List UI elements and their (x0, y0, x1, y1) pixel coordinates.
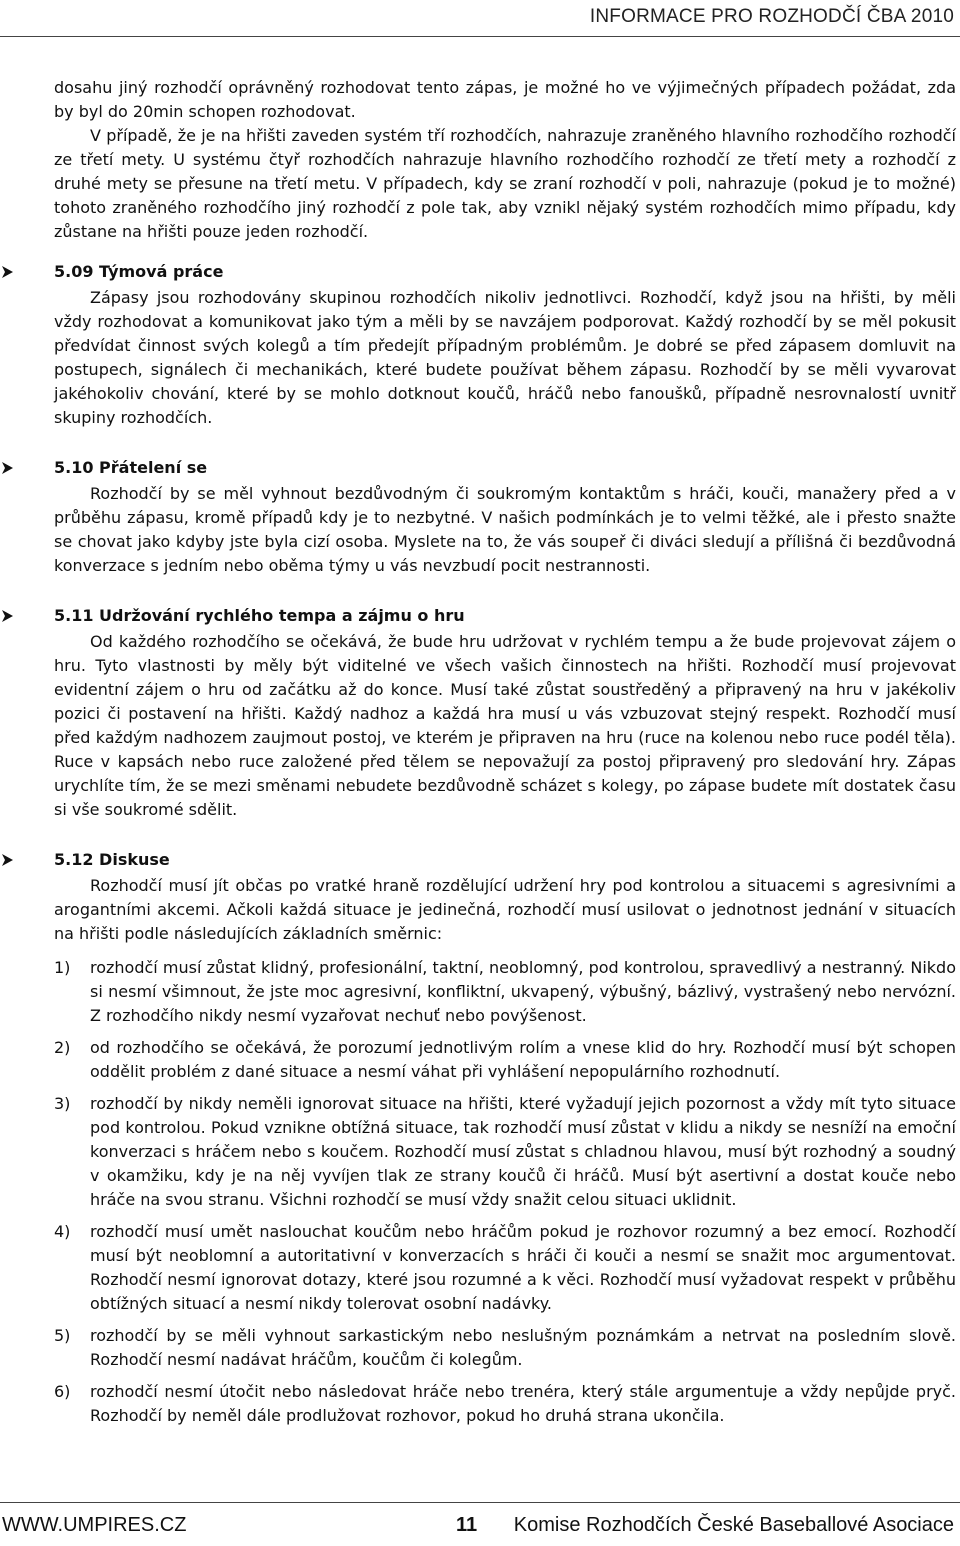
list-text: rozhodčí musí umět naslouchat koučům nebo hráčům pokud je rozhovor rozumný a bez emocí. Rozhodčí musí být neoblomní a autoritativní v konverzacích s hráči či kouči a nesmí se snažit moc argumentovat. Rozhodčí nesmí ignorovat dotazy, které jsou rozumné a k věci. Rozhodčí musí vyžadovat respekt v průběhu obtížných situací a nesmí nikdy tolerovat osobní nadávky. (90, 1222, 956, 1313)
section-heading-text: 5.12 Diskuse (54, 850, 170, 869)
document-body (54, 76, 956, 1436)
section-heading-text: 5.09 Týmová práce (54, 262, 224, 281)
section-heading (54, 848, 956, 872)
intro-paragraph-1: dosahu jiný rozhodčí oprávněný rozhodovat tento zápas, je možné ho ve výjimečných případech požádat, zda by byl do 20min schopen rozhodovat. (54, 78, 956, 121)
footer-organization: Komise Rozhodčích České Baseballové Asociace (513, 1514, 954, 1536)
section-body: Zápasy jsou rozhodovány skupinou rozhodčích nikoliv jednotlivci. Rozhodčí, když jsou na hřišti, by měli vždy rozhodovat a komunikovat jako tým a měli by se navzájem podporovat. Každý rozhodčí by se měl pokusit předvídat činnost svých kolegů a tím předejít případným problémům. Je dobré se před zápasem domluvit na postupech, signálech či mechanikách, které budete používat během zápasu. Rozhodčí by se měli vyvarovat jakéhokoliv chování, které by se mohlo dotknout koučů, hráčů nebo fanoušků, případně nesrovnalostí uvnitř skupiny rozhodčích. (54, 288, 956, 427)
arrow-bullet-icon (0, 260, 22, 279)
list-item (54, 1036, 956, 1084)
list-item (54, 1324, 956, 1372)
arrow-bullet-icon (0, 456, 22, 475)
page-footer (0, 1502, 960, 1546)
section-body: Od každého rozhodčího se očekává, že bude hru udržovat v rychlém tempu a že bude projevovat zájem o hru. Tyto vlastnosti by měly být viditelné ve všech vašich činnostech na hřišti. Rozhodčí musí projevovat evidentní zájem o hru od začátku až do konce. Musí také zůstat soustředěný a připravený na hru v jakékoliv pozici či postavení na hřišti. Každý nadhoz a každá hra musí u vás vzbuzovat stejný respekt. Rozhodčí musí před každým nadhozem zaujmout postoj, ve kterém je připraven na hru (ruce na kolenou nebo ruce podél těla). Ruce v kapsách nebo ruce založené před tělem se nepovažují za postoj připravený pro sledování hry. Zápas urychlíte tím, že se mezi směnami nebudete bezdůvodně scházet s kolegy, po zápase budete mít dostatek času si vše soukromé sdělit. (54, 632, 956, 819)
arrow-bullet-icon (0, 848, 22, 867)
list-item (54, 956, 956, 1028)
list-text: od rozhodčího se očekává, že porozumí jednotlivým rolím a vnese klid do hry. Rozhodčí musí být schopen oddělit problém z dané situace a nesmí váhat při vyhlášení nepopulárního rozhodnutí. (90, 1038, 956, 1081)
list-item (54, 1380, 956, 1428)
header-rule (0, 36, 960, 37)
list-number: 6) (54, 1382, 71, 1401)
footer-website-link[interactable]: WWW.UMPIRES.CZ (2, 1514, 187, 1536)
footer-rule (0, 1502, 960, 1503)
section-heading-text: 5.11 Udržování rychlého tempa a zájmu o hru (54, 606, 465, 625)
guideline-list (54, 956, 956, 1428)
page-header (0, 4, 960, 34)
list-item (54, 1092, 956, 1212)
list-number: 3) (54, 1094, 71, 1113)
list-text: rozhodčí by se měli vyhnout sarkastickým nebo neslušným poznámkám a netrvat na posledním slově. Rozhodčí nesmí nadávat hráčům, koučům či kolegům. (90, 1326, 956, 1369)
section-body: Rozhodčí musí jít občas po vratké hraně rozdělující udržení hry pod kontrolou a situacemi s agresivními a arogantními akcemi. Ačkoli každá situace je jedinečná, rozhodčí musí usilovat o jednotnost jednání v situacích na hřišti podle následujících základních směrnic: (54, 876, 956, 943)
list-text: rozhodčí by nikdy neměli ignorovat situace na hřišti, které vyžadují jejich pozornost a vždy mít tyto situace pod kontrolou. Pokud vznikne obtížná situace, tak rozhodčí musí zůstat v klidu a nikdy se nesníží na emoční konverzaci s hráčem nebo s koučem. Rozhodčí musí zůstat s chladnou hlavou, musí být rozhodný a soudný v okamžiku, kdy je na něj vyvíjen tlak ze strany koučů či hráčů. Musí být asertivní a dostat kouče nebo hráče na svou stranu. Všichni rozhodčí se musí vždy snažit celou situaci uklidnit. (90, 1094, 956, 1209)
section-heading (54, 260, 956, 284)
page-number: 11 (456, 1514, 478, 1536)
list-text: rozhodčí nesmí útočit nebo následovat hráče nebo trenéra, který stále argumentuje a vždy nepůjde pryč. Rozhodčí by neměl dále prodlužovat rozhovor, pokud ho druhá strana ukončila. (90, 1382, 956, 1425)
section-heading (54, 456, 956, 480)
section-heading-text: 5.10 Přátelení se (54, 458, 208, 477)
arrow-bullet-icon (0, 604, 22, 623)
list-number: 1) (54, 958, 71, 977)
section-body: Rozhodčí by se měl vyhnout bezdůvodným či soukromým kontaktům s hráči, kouči, manažery před a v průběhu zápasu, kromě případů kdy je to nezbytné. V našich podmínkách je to velmi těžké, ale i přesto snažte se chovat jako kdyby jste byla cizí osoba. Myslete na to, že vás soupeř či diváci sledují a přílišná či bezdůvodná konverzace s jedním nebo oběma týmy u vás nevzbudí pocit nestrannosti. (54, 484, 956, 575)
header-title: INFORMACE PRO ROZHODČÍ ČBA 2010 (589, 6, 954, 27)
list-number: 5) (54, 1326, 71, 1345)
section-heading (54, 604, 956, 628)
list-item (54, 1220, 956, 1316)
list-number: 2) (54, 1038, 71, 1057)
list-number: 4) (54, 1222, 71, 1241)
list-text: rozhodčí musí zůstat klidný, profesionální, taktní, neoblomný, pod kontrolou, spravedlivý a nestranný. Nikdo si nesmí všimnout, že jste moc agresivní, konfliktní, ukvapený, výbušný, bázlivý, vystrašený nebo nervózní. Z rozhodčího nikdy nesmí vyzařovat nechuť nebo povýšenost. (90, 958, 956, 1025)
intro-paragraph-2: V případě, že je na hřišti zaveden systém tří rozhodčích, nahrazuje zraněného hlavního rozhodčího rozhodčí ze třetí mety. U systému čtyř rozhodčích nahrazuje hlavního rozhodčího rozhodčí ze třetí mety a rozhodčí z druhé mety se přesune na třetí metu. V případech, kdy se zraní rozhodčí v poli, nahrazuje (pokud je to možné) tohoto zraněného rozhodčího jiný rozhodčí z pole tak, aby vznikl nějaký systém rozhodčích mimo případu, kdy zůstane na hřišti pouze jeden rozhodčí. (54, 126, 956, 241)
